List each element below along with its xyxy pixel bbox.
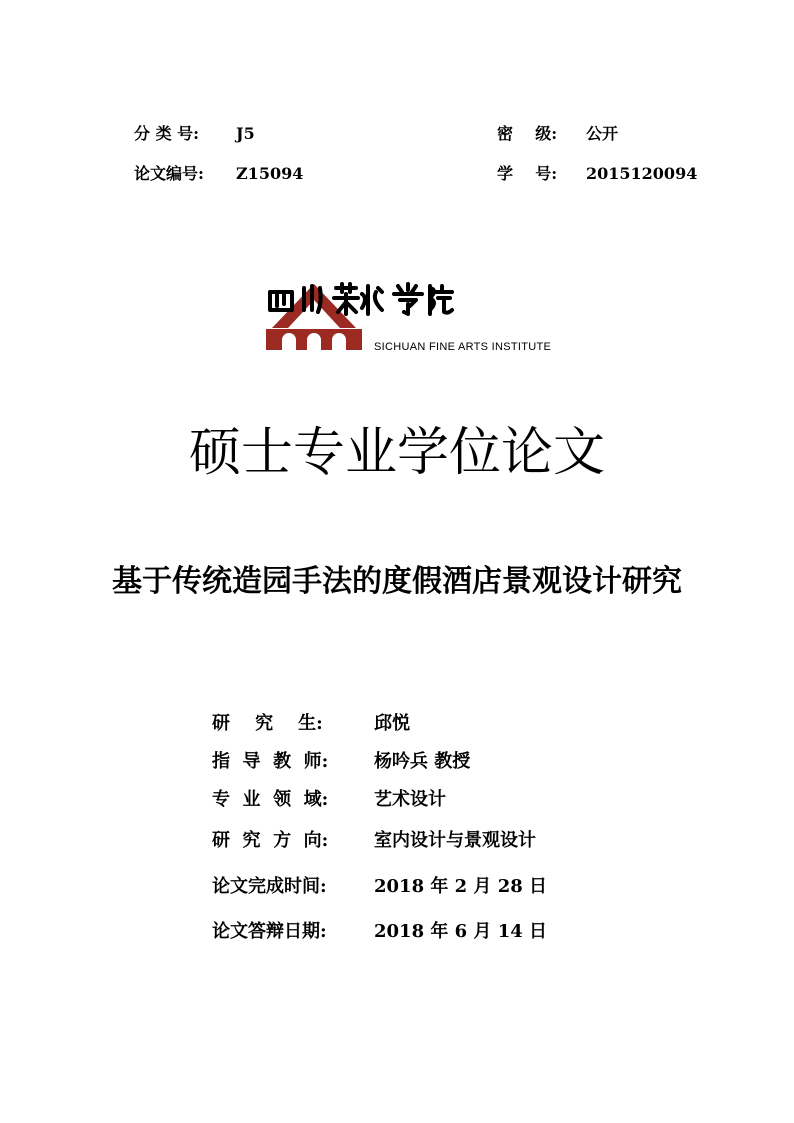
info-value: 2018 年 2 月 28 日 (374, 876, 548, 897)
info-label: 研 究 生: (212, 713, 323, 734)
info-label: 论文完成时间: (212, 876, 327, 897)
info-label: 专 业 领 域: (212, 789, 329, 810)
info-row-field (212, 788, 446, 812)
student-id-value: 2015120094 (586, 164, 698, 183)
classification-label: 分 类 号: (134, 124, 200, 143)
classification-value: J5 (236, 124, 255, 143)
thesis-number-label: 论文编号: (134, 164, 204, 183)
student-id-label: 学 号: (497, 164, 558, 183)
info-value: 室内设计与景观设计 (374, 830, 536, 851)
info-row-student (212, 712, 410, 736)
info-label: 论文答辩日期: (212, 921, 327, 942)
degree-title: 硕士专业学位论文 (188, 423, 605, 483)
calligraphy-name-logo (266, 282, 466, 316)
info-row-direction (212, 829, 536, 853)
info-value: 2018 年 6 月 14 日 (374, 921, 548, 942)
info-label: 研 究 方 向: (212, 830, 329, 851)
security-value: 公开 (586, 124, 619, 143)
info-label: 指 导 教 师: (212, 751, 329, 772)
info-value: 杨吟兵 教授 (374, 751, 471, 772)
info-row-completion-date (212, 875, 547, 899)
info-value: 艺术设计 (374, 789, 446, 810)
institute-english-name: SICHUAN FINE ARTS INSTITUTE (374, 341, 552, 353)
security-label: 密 级: (497, 124, 558, 143)
info-row-advisor (212, 750, 470, 774)
thesis-number-value: Z15094 (236, 164, 304, 183)
institute-logo (266, 282, 566, 354)
thesis-title: 基于传统造园手法的度假酒店景观设计研究 (112, 564, 682, 599)
info-row-defense-date (212, 920, 547, 944)
info-value: 邱悦 (374, 713, 410, 734)
